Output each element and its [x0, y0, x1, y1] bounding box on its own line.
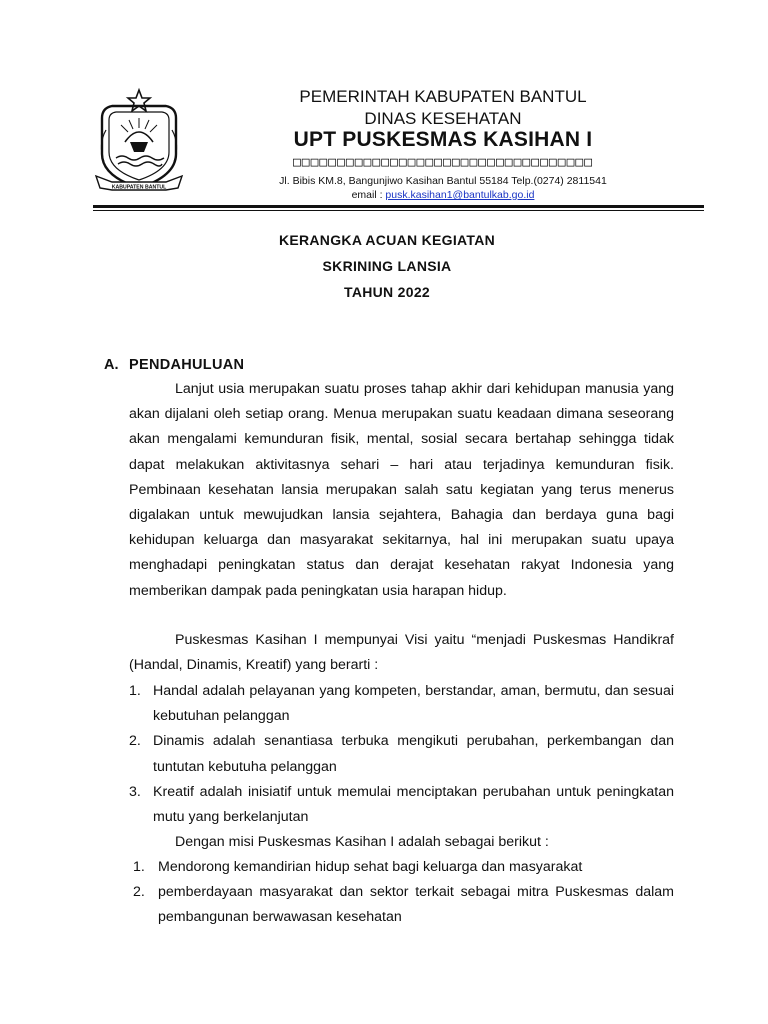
document-title-line1: KERANGKA ACUAN KEGIATAN: [278, 232, 496, 248]
list-item-text: Kreatif adalah inisiatif untuk memulai menciptakan perubahan untuk peningkatan mutu yang berkelanjutan: [153, 783, 674, 826]
vision-list: [129, 679, 674, 830]
list-item-number: 2.: [129, 733, 141, 750]
letterhead-department: DINAS KESEHATAN: [364, 109, 522, 128]
letterhead-email-line: [200, 189, 686, 201]
letterhead-placeholder-glyphs: □□□□□□□□□□□□□□□□□□□□□□□□□□□□□□□□□□: [292, 155, 594, 170]
section-number: A.: [104, 357, 119, 373]
list-item-number: 1.: [133, 859, 145, 875]
bantul-coat-of-arms-logo: [92, 84, 186, 196]
letterhead-rule-thin: [93, 210, 704, 211]
list-item-number: 3.: [129, 783, 141, 800]
paragraph-mission: Dengan misi Puskesmas Kasihan I adalah sebagai berikut :: [175, 834, 549, 850]
logo-ribbon-text: KABUPATEN BANTUL: [111, 184, 167, 191]
mission-list: [133, 855, 674, 931]
section-heading: PENDAHULUAN: [129, 357, 245, 373]
email-label: email :: [351, 189, 386, 201]
letterhead-government: PEMERINTAH KABUPATEN BANTUL: [299, 87, 587, 106]
letterhead-rule-thick: [93, 205, 704, 208]
list-item: [129, 729, 674, 779]
list-item-text: pemberdayaan masyarakat dan sektor terkait sebagai mitra Puskesmas dalam pembangunan berwawasan kesehatan: [158, 884, 674, 926]
document-title-line2: SKRINING LANSIA: [322, 258, 452, 274]
list-item-text: Dinamis adalah senantiasa terbuka mengikuti perubahan, perkembangan dan tuntutan kebutuha pelanggan: [153, 733, 674, 775]
list-item: [129, 679, 674, 729]
list-item-number: 2.: [133, 884, 145, 901]
list-item-number: 1.: [129, 683, 141, 699]
email-link[interactable]: pusk.kasihan1@bantulkab.go.id: [385, 189, 535, 201]
list-item: [133, 880, 674, 930]
list-item-text: Handal adalah pelayanan yang kompeten, berstandar, aman, bermutu, dan sesuai kebutuhan pelanggan: [153, 683, 674, 725]
list-item-text: Mendorong kemandirian hidup sehat bagi keluarga dan masyarakat: [158, 859, 583, 875]
letterhead-organization: UPT PUSKESMAS KASIHAN I: [293, 128, 593, 151]
list-item: [133, 855, 674, 880]
list-item: [129, 780, 674, 830]
paragraph-vision: Puskesmas Kasihan I mempunyai Visi yaitu “menjadi Puskesmas Handikraf (Handal, Dinamis, Kreatif) yang berarti :: [129, 632, 674, 674]
document-title-line3: TAHUN 2022: [344, 284, 430, 300]
letterhead-address: Jl. Bibis KM.8, Bangunjiwo Kasihan Bantul 55184 Telp.(0274) 2811541: [279, 175, 607, 187]
paragraph-intro: Lanjut usia merupakan suatu proses tahap akhir dari kehidupan manusia yang akan dijalani oleh setiap orang. Menua merupakan suatu keadaan dimana seseorang akan mengalami kemunduran fisik, mental, sosial secara bertahap sehingga tidak dapat melakukan aktivitasnya sehari – hari atau terjadinya kemunduran fisik. Pembinaan kesehatan lansia merupakan salah satu kegiatan yang terus menerus digalakan untuk mewujudkan lansia sejahtera, Bahagia dan berdaya guna bagi kehidupan keluarga dan masyarakat sekitarnya, hal ini merupakan suatu upaya menghadapi peningkatan status dan derajat kesehatan rakyat Indonesia yang memberikan dampak pada peningkatan usia harapan hidup.: [129, 381, 674, 599]
